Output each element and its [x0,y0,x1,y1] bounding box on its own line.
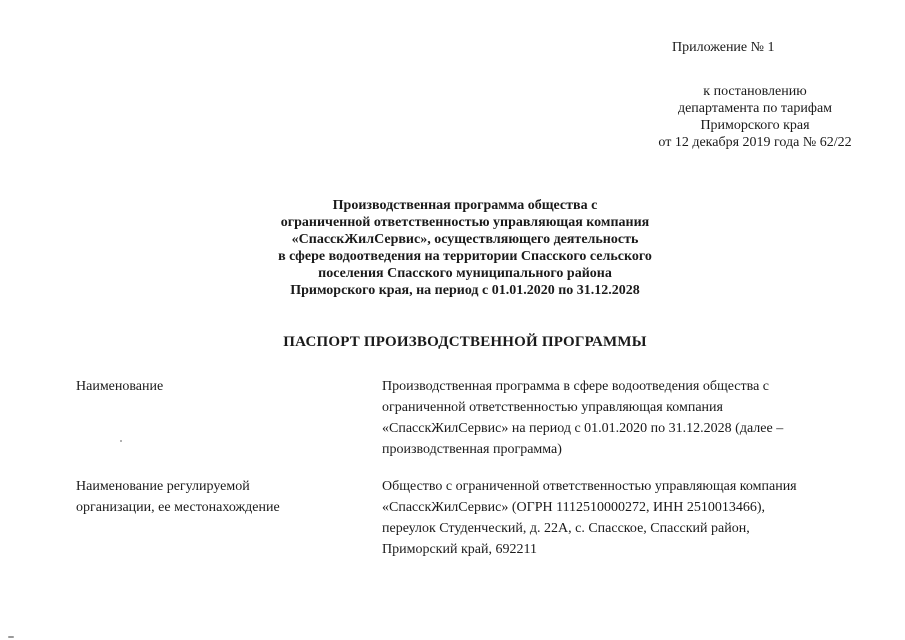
value-line: производственная программа) [382,442,562,457]
appendix-reference [630,83,880,151]
value-line: ограниченной ответственностью управляющая компания [382,400,723,415]
program-title-line: Приморского края, на период с 01.01.2020 по 31.12.2028 [290,283,640,298]
value-line: Общество с ограниченной ответственностью управляющая компания [382,479,797,494]
value-line: «СпасскЖилСервис» на период с 01.01.2020 по 31.12.2028 (далее – [382,421,784,436]
label-line: Наименование [76,379,164,394]
program-title-line: поселения Спасского муниципального района [318,266,612,281]
passport-row-value [382,476,852,560]
scan-speck [8,636,14,638]
appendix-line: к постановлению [703,84,807,99]
value-line: переулок Студенческий, д. 22А, с. Спасское, Спасский район, [382,521,750,536]
passport-row-label [76,376,366,397]
label-line: Наименование регулируемой [76,479,250,494]
label-line: организации, ее местонахождение [76,500,280,515]
program-title-line: в сфере водоотведения на территории Спасского сельского [278,249,652,264]
value-line: Приморский край, 692211 [382,542,537,557]
scan-speck [120,440,122,442]
program-title-line: ограниченной ответственностью управляющая компания [280,215,650,230]
value-line: Производственная программа в сфере водоотведения общества с [382,379,769,394]
passport-heading: ПАСПОРТ ПРОИЗВОДСТВЕННОЙ ПРОГРАММЫ [283,334,647,350]
appendix-line: от 12 декабря 2019 года № 62/22 [658,135,852,150]
value-line: «СпасскЖилСервис» (ОГРН 1112510000272, ИНН 2510013466), [382,500,766,515]
passport-row-label [76,476,366,518]
passport-row-value [382,376,852,460]
program-title-line: «СпасскЖилСервис», осуществляющего деятельность [291,232,639,247]
appendix-title: Приложение № 1 [672,40,775,55]
program-title [200,197,730,299]
appendix-line: департамента по тарифам [677,101,833,116]
program-title-line: Производственная программа общества с [332,198,598,213]
appendix-line: Приморского края [700,118,810,133]
